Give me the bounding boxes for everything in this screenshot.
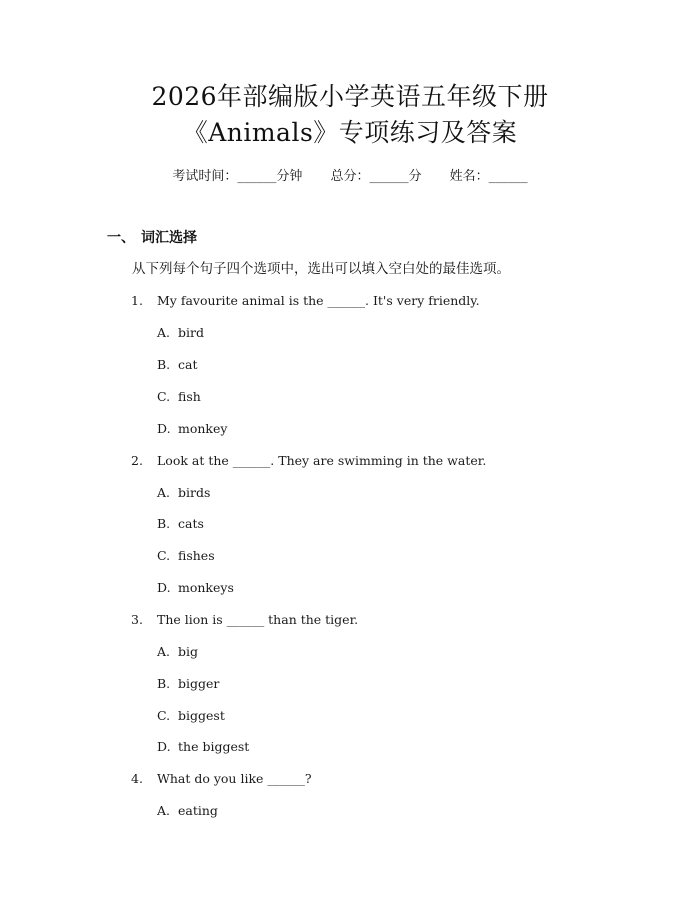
question-number: 3.: [131, 612, 143, 627]
section-number: 一、: [107, 230, 135, 246]
question-number: 1.: [131, 293, 143, 308]
total-score-unit: 分: [408, 169, 422, 184]
exam-time-blank: ______: [237, 169, 277, 184]
option-text: eating: [178, 803, 218, 818]
option-text: monkey: [178, 421, 228, 436]
section-instruction: 从下列每个句子四个选项中，选出可以填入空白处的最佳选项。: [132, 261, 510, 277]
total-score-label: 总分：: [330, 169, 370, 184]
question-number: 2.: [131, 453, 143, 468]
option-text: fishes: [178, 548, 215, 563]
question-text: My favourite animal is the ______. It's very friendly.: [157, 293, 480, 308]
exam-time-unit: 分钟: [276, 169, 303, 184]
option-text: bird: [178, 325, 204, 340]
question-3-option-d: [157, 738, 249, 756]
question-2-option-b: [157, 515, 204, 533]
option-letter: B.: [157, 676, 171, 691]
option-text: cats: [178, 516, 204, 531]
section-heading: [107, 228, 197, 248]
question-1: [131, 292, 480, 310]
option-letter: C.: [157, 548, 171, 563]
question-3-option-c: [157, 707, 225, 725]
question-4-option-a: [157, 802, 218, 820]
option-letter: C.: [157, 389, 171, 404]
option-text: cat: [178, 357, 198, 372]
option-letter: D.: [157, 421, 171, 436]
option-letter: B.: [157, 357, 171, 372]
option-text: monkeys: [178, 580, 234, 595]
student-name-label: 姓名：: [449, 169, 489, 184]
page-title-line-2: 《Animals》专项练习及答案: [182, 118, 518, 147]
option-letter: D.: [157, 580, 171, 595]
question-3: [131, 611, 358, 629]
question-1-option-d: [157, 420, 227, 438]
exam-time-field: [172, 167, 302, 187]
exam-time-label: 考试时间：: [172, 169, 238, 184]
student-name-blank: ______: [488, 169, 528, 184]
option-text: bigger: [178, 676, 220, 691]
question-1-option-c: [157, 388, 201, 406]
section-title: 词汇选择: [141, 230, 197, 246]
question-text: Look at the ______. They are swimming in the water.: [157, 453, 487, 468]
question-number: 4.: [131, 771, 143, 786]
question-2-option-c: [157, 547, 215, 565]
option-letter: C.: [157, 708, 171, 723]
option-text: biggest: [178, 708, 225, 723]
question-3-option-a: [157, 643, 198, 661]
option-text: birds: [178, 485, 211, 500]
option-letter: A.: [157, 803, 171, 818]
total-score-blank: ______: [369, 169, 409, 184]
question-1-option-b: [157, 356, 197, 374]
question-3-option-b: [157, 675, 219, 693]
question-1-option-a: [157, 324, 204, 342]
option-letter: D.: [157, 739, 171, 754]
total-score-field: [330, 167, 421, 187]
question-text: The lion is ______ than the tiger.: [157, 612, 359, 627]
question-text: What do you like ______?: [157, 771, 312, 786]
option-letter: A.: [157, 644, 171, 659]
exam-info-line: [0, 167, 700, 187]
question-2: [131, 452, 486, 470]
question-2-option-a: [157, 484, 210, 502]
option-text: the biggest: [178, 739, 250, 754]
option-letter: A.: [157, 325, 171, 340]
question-2-option-d: [157, 579, 234, 597]
student-name-field: [450, 167, 528, 187]
page-title-line-1: 2026年部编版小学英语五年级下册: [151, 82, 549, 111]
option-text: big: [178, 644, 199, 659]
option-letter: B.: [157, 516, 171, 531]
question-4: [131, 770, 312, 788]
option-text: fish: [178, 389, 201, 404]
option-letter: A.: [157, 485, 171, 500]
